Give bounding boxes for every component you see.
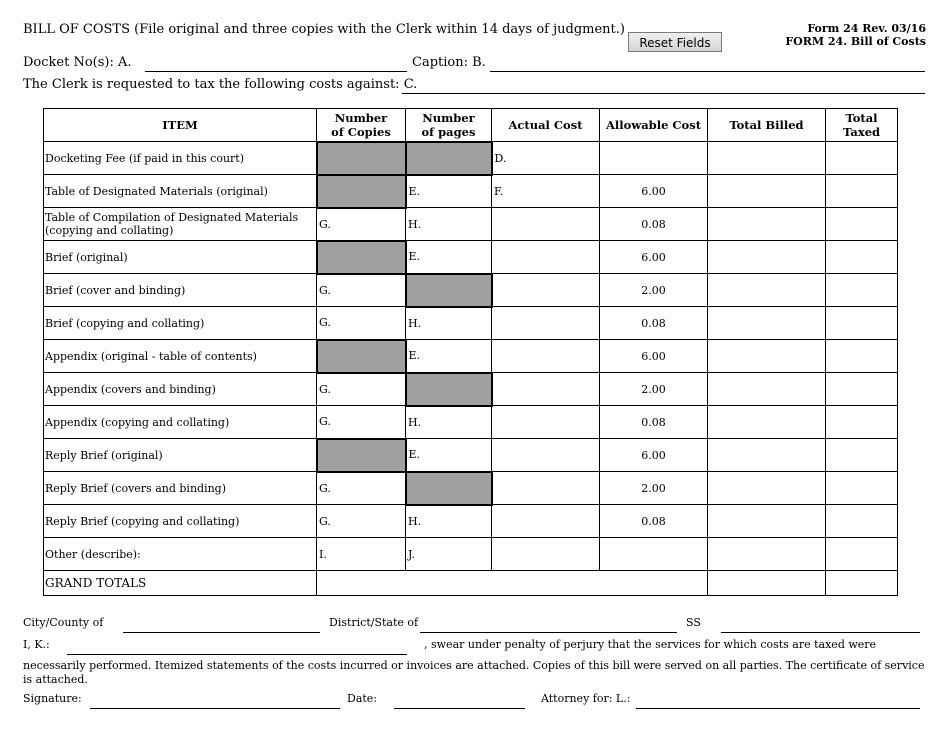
row-item-label: Appendix (covers and binding): [44, 373, 317, 406]
date-input[interactable]: [394, 708, 525, 709]
total-billed-input[interactable]: [708, 175, 826, 208]
total-billed-input[interactable]: [708, 505, 826, 538]
district-state-label: District/State of: [329, 616, 419, 629]
table-row: [44, 505, 898, 538]
copies-input[interactable]: G.: [317, 406, 406, 439]
row-item-label: Table of Designated Materials (original): [44, 175, 317, 208]
table-row: [44, 538, 898, 571]
pages-input[interactable]: E.: [406, 175, 492, 208]
table-row: [44, 208, 898, 241]
header-actual-cost: Actual Cost: [492, 109, 600, 142]
total-taxed-input[interactable]: [826, 406, 898, 439]
total-taxed-input[interactable]: [826, 505, 898, 538]
allowable-cost-value: 0.08: [600, 208, 708, 241]
total-billed-input[interactable]: [708, 208, 826, 241]
city-county-input[interactable]: [123, 632, 320, 633]
row-item-label: Appendix (copying and collating): [44, 406, 317, 439]
pages-disabled-cell: [406, 142, 492, 175]
pages-input[interactable]: E.: [406, 340, 492, 373]
allowable-cost-value: 6.00: [600, 241, 708, 274]
actual-cost-input[interactable]: [492, 472, 600, 505]
row-item-label: Brief (copying and collating): [44, 307, 317, 340]
form-name: FORM 24. Bill of Costs: [785, 35, 926, 48]
header-total-billed: Total Billed: [708, 109, 826, 142]
pages-disabled-cell: [406, 373, 492, 406]
total-billed-input[interactable]: [708, 538, 826, 571]
row-item-label: Reply Brief (original): [44, 439, 317, 472]
copies-disabled-cell: [317, 439, 406, 472]
pages-input[interactable]: H.: [406, 208, 492, 241]
header-total-taxed: Total Taxed: [826, 109, 898, 142]
total-taxed-input[interactable]: [826, 307, 898, 340]
pages-input[interactable]: H.: [406, 406, 492, 439]
allowable-cost-value: 6.00: [600, 175, 708, 208]
allowable-cost-value: 2.00: [600, 373, 708, 406]
table-row: [44, 472, 898, 505]
table-row: [44, 406, 898, 439]
actual-cost-input[interactable]: [492, 538, 600, 571]
actual-cost-input[interactable]: [492, 241, 600, 274]
total-taxed-input[interactable]: [826, 373, 898, 406]
form-title: BILL OF COSTS (File original and three copies with the Clerk within 14 days of judgment.): [23, 22, 625, 37]
pages-disabled-cell: [406, 274, 492, 307]
ss-label: SS: [686, 616, 701, 629]
allowable-cost-value: 2.00: [600, 472, 708, 505]
pages-input[interactable]: H.: [406, 505, 492, 538]
copies-input[interactable]: I.: [317, 538, 406, 571]
actual-cost-input[interactable]: [492, 340, 600, 373]
total-billed-input[interactable]: [708, 439, 826, 472]
actual-cost-input[interactable]: [492, 505, 600, 538]
total-billed-input[interactable]: [708, 472, 826, 505]
allowable-cost-value: 0.08: [600, 505, 708, 538]
pages-input[interactable]: E.: [406, 439, 492, 472]
actual-cost-input[interactable]: [492, 373, 600, 406]
allowable-cost-value: 0.08: [600, 307, 708, 340]
docket-input[interactable]: [145, 71, 407, 72]
total-billed-input[interactable]: [708, 274, 826, 307]
ss-input[interactable]: [721, 632, 920, 633]
total-taxed-input[interactable]: [826, 241, 898, 274]
table-row: [44, 373, 898, 406]
total-taxed-input[interactable]: [826, 208, 898, 241]
copies-disabled-cell: [317, 142, 406, 175]
actual-cost-input[interactable]: [492, 208, 600, 241]
tax-against-input[interactable]: [402, 93, 925, 94]
copies-input[interactable]: G.: [317, 472, 406, 505]
header-allowable-cost: Allowable Cost: [600, 109, 708, 142]
costs-table: [43, 108, 898, 596]
copies-input[interactable]: G.: [317, 373, 406, 406]
swear-text: , swear under penalty of perjury that the services for which costs are taxed were: [424, 638, 877, 651]
table-row: [44, 175, 898, 208]
table-row: [44, 142, 898, 175]
table-row: [44, 274, 898, 307]
district-state-input[interactable]: [420, 632, 677, 633]
pages-input[interactable]: H.: [406, 307, 492, 340]
grand-total-billed[interactable]: [708, 571, 826, 596]
header-pages: Number of pages: [406, 109, 492, 142]
pages-input[interactable]: J.: [406, 538, 492, 571]
copies-input[interactable]: G.: [317, 208, 406, 241]
header-item: ITEM: [44, 109, 317, 142]
caption-input[interactable]: [490, 71, 925, 72]
total-taxed-input[interactable]: [826, 175, 898, 208]
total-taxed-input[interactable]: [826, 340, 898, 373]
actual-cost-input[interactable]: [492, 274, 600, 307]
signature-input[interactable]: [90, 708, 340, 709]
i-name-label: I, K.:: [23, 638, 50, 651]
table-row: [44, 241, 898, 274]
total-taxed-input[interactable]: [826, 439, 898, 472]
copies-disabled-cell: [317, 340, 406, 373]
reset-fields-button[interactable]: Reset Fields: [628, 32, 722, 52]
docket-label: Docket No(s): A.: [23, 55, 132, 70]
certify-text: necessarily performed. Itemized statements of the costs incurred or invoices are attached. Copies of this bill were served on all parties. The certificate of service is attached.: [23, 659, 925, 686]
pages-input[interactable]: E.: [406, 241, 492, 274]
table-row: [44, 439, 898, 472]
allowable-cost-value: 2.00: [600, 274, 708, 307]
allowable-cost-value: [600, 142, 708, 175]
actual-cost-input[interactable]: [492, 406, 600, 439]
copies-disabled-cell: [317, 175, 406, 208]
copies-input[interactable]: G.: [317, 307, 406, 340]
tax-against-label: The Clerk is requested to tax the following costs against: C.: [23, 77, 418, 92]
row-item-label: Appendix (original - table of contents): [44, 340, 317, 373]
attorney-for-label: Attorney for: L.:: [541, 692, 631, 705]
allowable-cost-value: 6.00: [600, 439, 708, 472]
signature-label: Signature:: [23, 692, 82, 705]
total-taxed-input[interactable]: [826, 538, 898, 571]
row-item-label: Brief (cover and binding): [44, 274, 317, 307]
total-billed-input[interactable]: [708, 142, 826, 175]
copies-disabled-cell: [317, 241, 406, 274]
total-taxed-input[interactable]: [826, 142, 898, 175]
caption-label: Caption: B.: [412, 55, 486, 70]
total-billed-input[interactable]: [708, 340, 826, 373]
city-county-label: City/County of: [23, 616, 104, 629]
total-billed-input[interactable]: [708, 373, 826, 406]
allowable-cost-value: 0.08: [600, 406, 708, 439]
row-item-label: Other (describe):: [44, 538, 317, 571]
row-item-label: Reply Brief (copying and collating): [44, 505, 317, 538]
row-item-label: Brief (original): [44, 241, 317, 274]
allowable-cost-value: [600, 538, 708, 571]
form-revision: Form 24 Rev. 03/16: [807, 22, 926, 35]
grand-totals-blank: [317, 571, 708, 596]
pages-disabled-cell: [406, 472, 492, 505]
row-item-label: Reply Brief (covers and binding): [44, 472, 317, 505]
table-row: [44, 340, 898, 373]
i-name-input[interactable]: [67, 654, 407, 655]
header-copies: Number of Copies: [317, 109, 406, 142]
total-billed-input[interactable]: [708, 307, 826, 340]
actual-cost-input[interactable]: [492, 307, 600, 340]
total-billed-input[interactable]: [708, 406, 826, 439]
attorney-for-input[interactable]: [636, 708, 920, 709]
row-item-label: Docketing Fee (if paid in this court): [44, 142, 317, 175]
total-taxed-input[interactable]: [826, 472, 898, 505]
allowable-cost-value: 6.00: [600, 340, 708, 373]
grand-total-taxed[interactable]: [826, 571, 898, 596]
total-taxed-input[interactable]: [826, 274, 898, 307]
total-billed-input[interactable]: [708, 241, 826, 274]
table-row: [44, 307, 898, 340]
copies-input[interactable]: G.: [317, 505, 406, 538]
date-label: Date:: [347, 692, 378, 705]
actual-cost-input[interactable]: D.: [492, 142, 600, 175]
row-item-label: Table of Compilation of Designated Materials (copying and collating): [44, 208, 317, 241]
copies-input[interactable]: G.: [317, 274, 406, 307]
actual-cost-input[interactable]: F.: [492, 175, 600, 208]
actual-cost-input[interactable]: [492, 439, 600, 472]
grand-totals-label: GRAND TOTALS: [44, 571, 317, 596]
